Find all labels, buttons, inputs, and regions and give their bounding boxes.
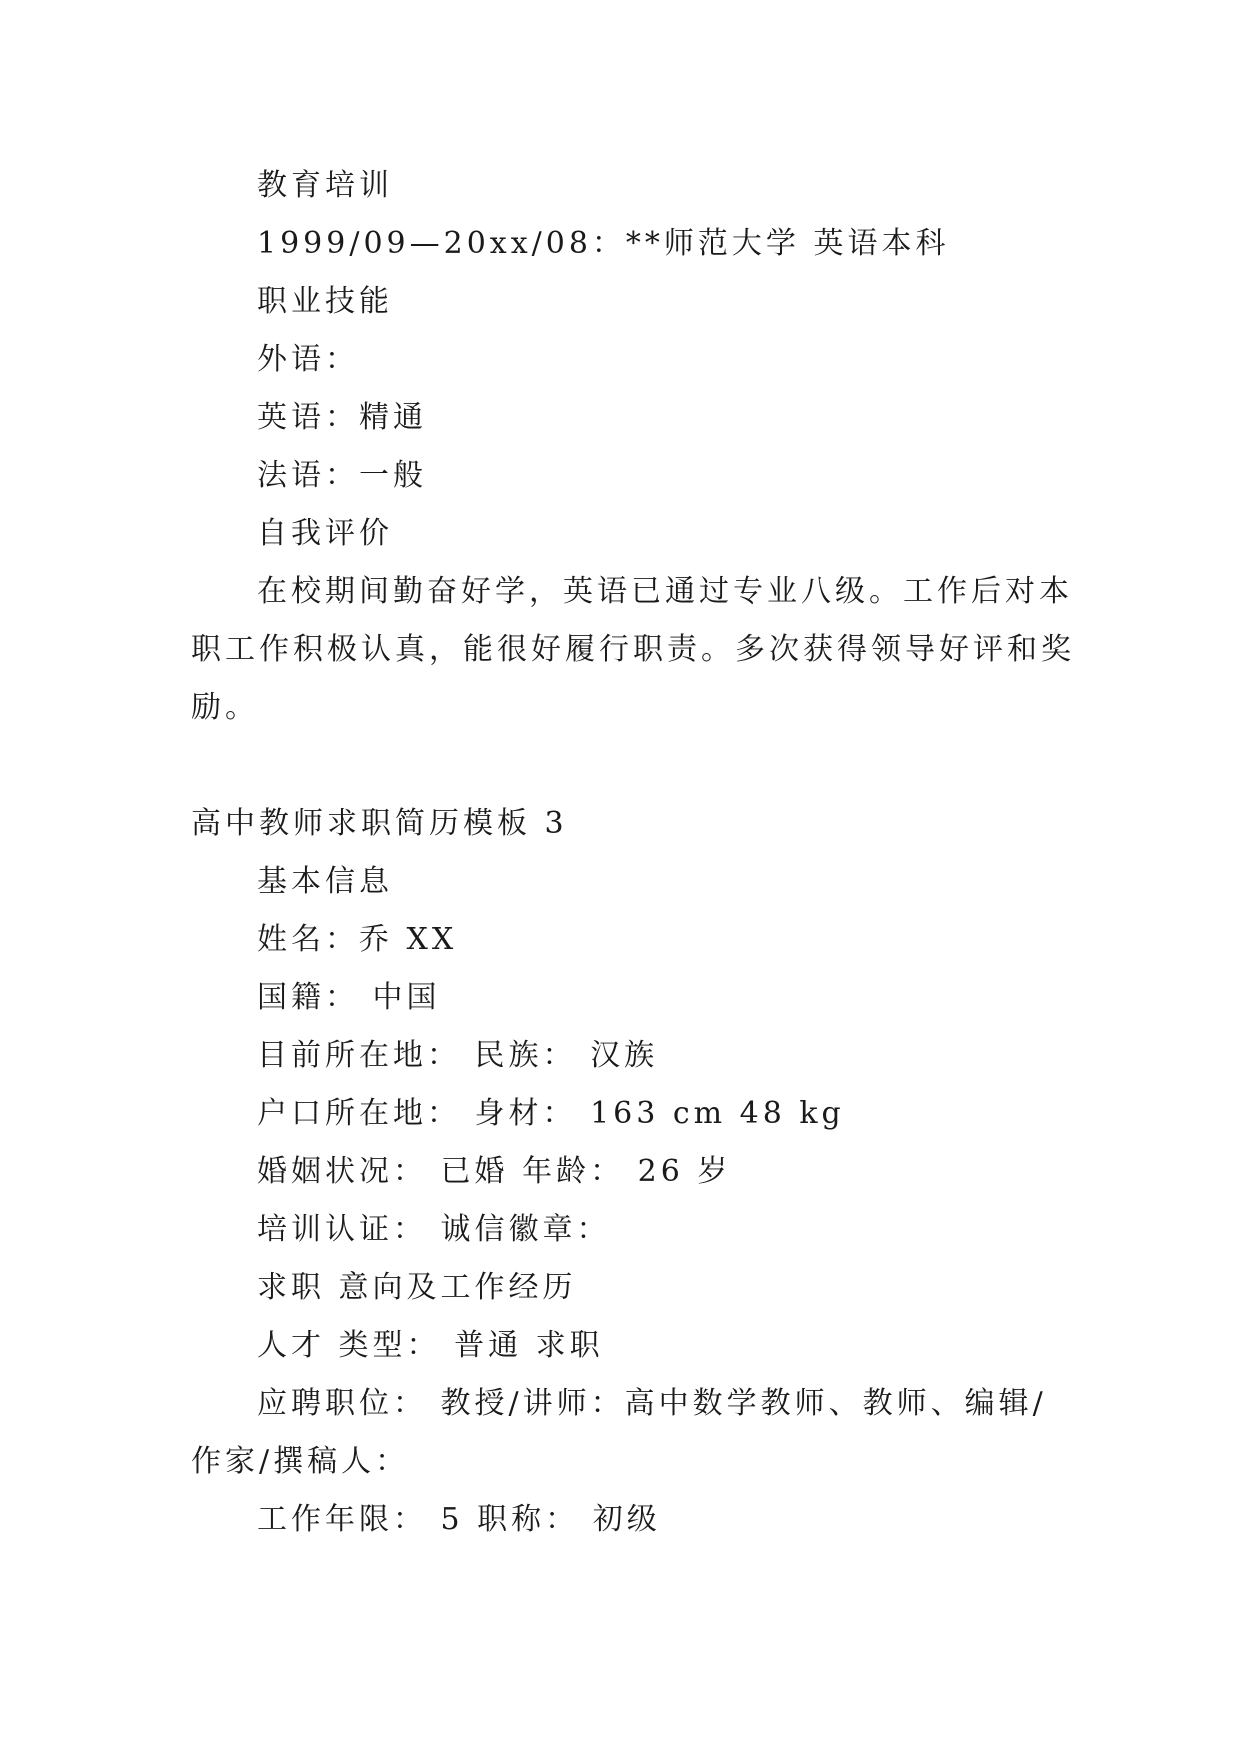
skills-heading: 职业技能	[257, 284, 393, 319]
hukou-body-field: 户口所在地： 身材： 163 cm 48 kg	[257, 1096, 845, 1131]
nationality-field: 国籍： 中国	[257, 980, 441, 1015]
marital-age-field: 婚姻状况： 已婚 年龄： 26 岁	[257, 1154, 732, 1189]
education-heading: 教育培训	[257, 168, 393, 203]
talent-type-field: 人才 类型： 普通 求职	[257, 1328, 604, 1363]
basic-info-heading: 基本信息	[257, 864, 393, 899]
name-field: 姓名：乔 XX	[257, 922, 458, 957]
education-entry: 1999/09—20xx/08：**师范大学 英语本科	[257, 226, 950, 261]
location-ethnicity-field: 目前所在地： 民族： 汉族	[257, 1038, 659, 1073]
intent-heading: 求职 意向及工作经历	[257, 1270, 577, 1305]
position-line-1: 应聘职位： 教授/讲师：高中数学教师、教师、编辑/	[257, 1386, 1047, 1421]
position-line-2: 作家/撰稿人：	[191, 1444, 410, 1479]
template-title: 高中教师求职简历模板 3	[191, 806, 568, 841]
self-eval-line-2: 职工作积极认真，能很好履行职责。多次获得领导好评和奖	[191, 632, 1075, 667]
english-skill: 英语：精通	[257, 400, 427, 435]
french-skill: 法语：一般	[257, 458, 427, 493]
self-eval-line-1: 在校期间勤奋好学，英语已通过专业八级。工作后对本	[257, 574, 1073, 609]
self-eval-heading: 自我评价	[257, 516, 393, 551]
certification-field: 培训认证： 诚信徽章：	[257, 1212, 611, 1247]
languages-label: 外语：	[257, 342, 359, 377]
years-title-field: 工作年限： 5 职称： 初级	[257, 1502, 661, 1537]
self-eval-line-3: 励。	[191, 690, 259, 725]
